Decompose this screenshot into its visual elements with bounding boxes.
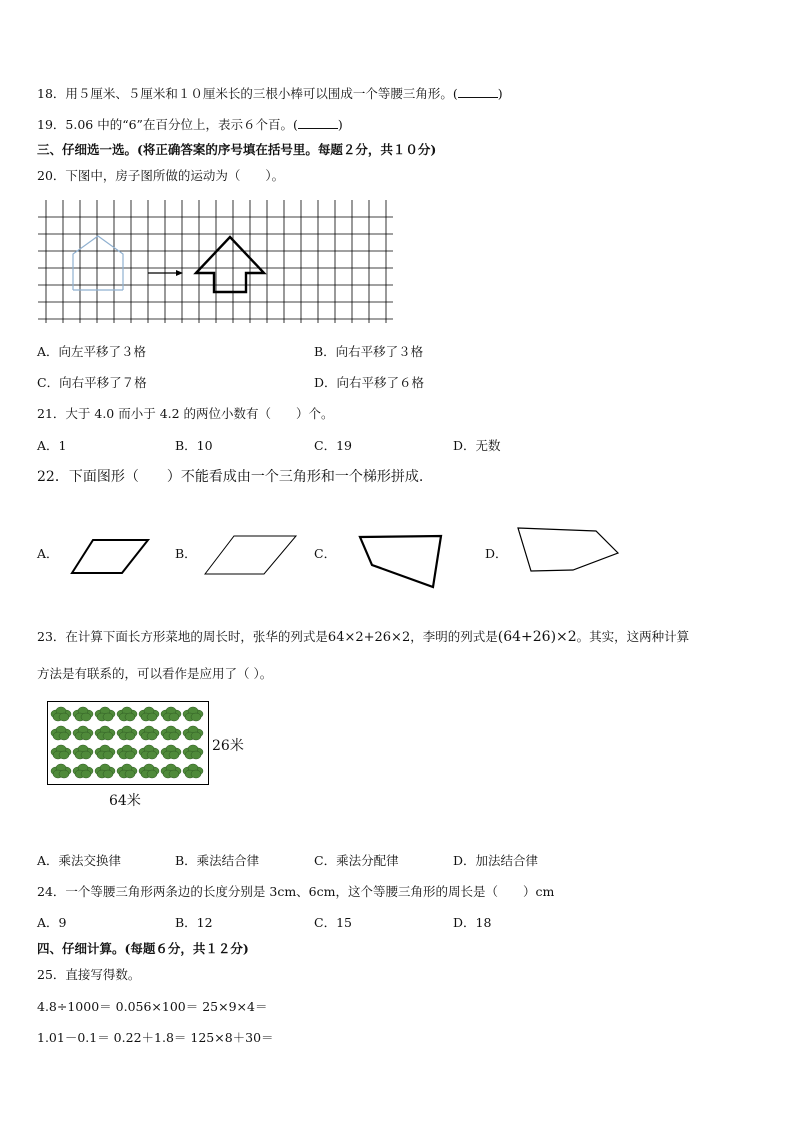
question-19-close: )	[337, 117, 343, 132]
q20-option-a[interactable]: A．向左平移了３格	[37, 344, 147, 359]
vegetable-icon	[183, 745, 203, 759]
q22-option-a[interactable]: A．	[37, 546, 59, 561]
question-19	[37, 117, 343, 132]
question-18-close: )	[497, 86, 503, 101]
vegetable-icon	[95, 745, 115, 759]
q21-option-d[interactable]: D．无数	[453, 438, 501, 453]
vegetable-icon	[95, 726, 115, 740]
vegetable-icon	[95, 764, 115, 778]
answer-blank-18[interactable]	[458, 86, 498, 98]
q24-option-b[interactable]: B．12	[175, 915, 213, 930]
vegetable-icon	[139, 745, 159, 759]
q22-option-b[interactable]: B．	[175, 546, 197, 561]
question-23-line2: 方法是有联系的，可以看作是应用了（ ）。	[37, 666, 273, 681]
vegetable-icon	[51, 764, 71, 778]
vegetable-icon	[183, 707, 203, 721]
vegetable-icon	[117, 764, 137, 778]
question-20-text: 20．下图中，房子图所做的运动为（ ）。	[37, 168, 285, 183]
vegetable-icon	[73, 745, 93, 759]
q21-option-c[interactable]: C．19	[314, 438, 352, 453]
vegetable-icon	[161, 764, 181, 778]
question-19-text: 19．5.06 中的“6”在百分位上，表示６个百。(	[37, 117, 298, 132]
section-4-heading: 四、仔细计算。(每题６分，共１２分)	[37, 941, 249, 956]
field-length-label: 64米	[109, 793, 141, 809]
q23-formula-2: (64+26)×2	[497, 629, 577, 645]
vegetable-icon	[161, 726, 181, 740]
field-width-label: 26米	[212, 738, 244, 754]
q21-option-a[interactable]: A．1	[37, 438, 67, 453]
question-25-text: 25．直接写得数。	[37, 967, 141, 982]
original-house-outline	[73, 236, 123, 273]
parallelogram-b	[205, 536, 296, 574]
answer-blank-19[interactable]	[298, 117, 338, 129]
vegetable-icon	[95, 707, 115, 721]
moved-house-outline	[196, 237, 264, 292]
q20-option-c[interactable]: C．向右平移了７格	[37, 375, 147, 390]
section-3-heading: 三、仔细选一选。(将正确答案的序号填在括号里。每题２分，共１０分)	[37, 142, 437, 157]
q23-option-b[interactable]: B．乘法结合律	[175, 853, 260, 868]
q23-text-b: ，李明的列式是	[410, 629, 498, 644]
vegetable-icon	[161, 745, 181, 759]
q24-option-c[interactable]: C．15	[314, 915, 352, 930]
q23-formula-1: 64×2+26×2	[327, 630, 411, 645]
question-23-line1	[37, 630, 689, 644]
question-22-text: 22．下面图形（ ）不能看成由一个三角形和一个梯形拼成.	[37, 469, 424, 485]
vegetable-icon	[51, 707, 71, 721]
question-21-text: 21．大于 4.0 而小于 4.2 的两位小数有（ ）个。	[37, 406, 334, 421]
q23-option-d[interactable]: D．加法结合律	[453, 853, 539, 868]
parallelogram-a	[72, 540, 148, 573]
vegetable-icon	[51, 745, 71, 759]
quadrilateral-c	[360, 536, 441, 587]
q23-text-c: 。其实，这两种计算	[576, 629, 690, 644]
vegetable-icon	[51, 726, 71, 740]
q20-option-d[interactable]: D．向右平移了６格	[314, 375, 425, 390]
q23-option-a[interactable]: A．乘法交换律	[37, 853, 122, 868]
vegetable-field	[47, 701, 209, 785]
vegetable-icon	[73, 764, 93, 778]
question-18	[37, 86, 503, 101]
vegetable-icon	[117, 726, 137, 740]
q23-option-c[interactable]: C．乘法分配律	[314, 853, 399, 868]
vegetable-grid	[48, 702, 208, 784]
q24-option-a[interactable]: A．9	[37, 915, 67, 930]
q22-shapes	[0, 520, 794, 610]
q21-option-b[interactable]: B．10	[175, 438, 213, 453]
vegetable-icon	[117, 707, 137, 721]
q20-option-b[interactable]: B．向右平移了３格	[314, 344, 424, 359]
pentagon-d	[518, 528, 618, 571]
vegetable-icon	[139, 764, 159, 778]
q22-option-c[interactable]: C．	[314, 546, 337, 561]
q22-option-d[interactable]: D．	[485, 546, 508, 561]
vegetable-icon	[183, 726, 203, 740]
vegetable-icon	[139, 726, 159, 740]
question-18-text: 18．用５厘米、５厘米和１０厘米长的三根小棒可以围成一个等腰三角形。(	[37, 86, 458, 101]
q23-text-a: 23．在计算下面长方形菜地的周长时，张华的列式是	[37, 629, 328, 644]
q25-row-2: 1.01－0.1＝ 0.22＋1.8＝ 125×8＋30＝	[37, 1030, 274, 1045]
vegetable-icon	[73, 726, 93, 740]
vegetable-icon	[161, 707, 181, 721]
q24-option-d[interactable]: D．18	[453, 915, 492, 930]
translation-grid-figure	[38, 200, 398, 330]
q25-row-1: 4.8÷1000＝ 0.056×100＝ 25×9×4＝	[37, 999, 268, 1014]
vegetable-icon	[117, 745, 137, 759]
vegetable-icon	[183, 764, 203, 778]
vegetable-icon	[73, 707, 93, 721]
question-24-text: 24．一个等腰三角形两条边的长度分别是 3cm、6cm，这个等腰三角形的周长是（ ）cm	[37, 884, 555, 899]
vegetable-icon	[139, 707, 159, 721]
